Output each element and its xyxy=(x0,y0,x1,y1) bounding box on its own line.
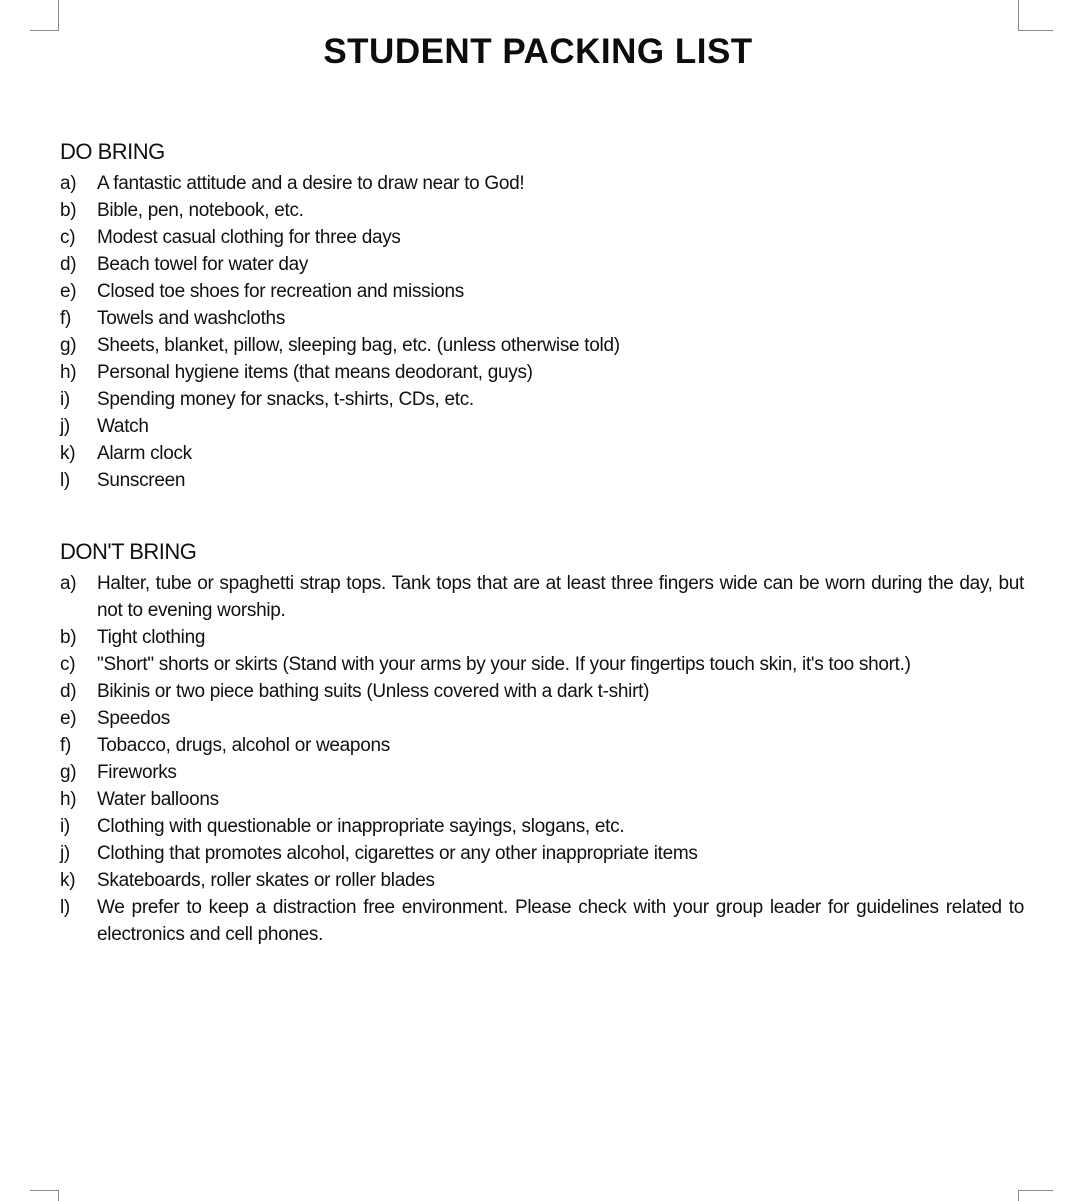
list-item-letter: f) xyxy=(60,735,72,756)
list-item-text: Bikinis or two piece bathing suits (Unless covered with a dark t-shirt) xyxy=(97,681,650,702)
list-item xyxy=(60,440,1024,467)
list-item-text: Personal hygiene items (that means deodorant, guys) xyxy=(97,362,533,383)
list-item-letter: k) xyxy=(60,443,76,464)
do-bring-list xyxy=(60,170,1024,494)
crop-mark-top-right xyxy=(1018,0,1053,31)
list-item-letter: a) xyxy=(60,573,77,594)
list-item-text: Skateboards, roller skates or roller blades xyxy=(97,870,435,891)
list-item-text: Beach towel for water day xyxy=(97,254,309,275)
list-item-letter: e) xyxy=(60,708,77,729)
list-item xyxy=(60,624,1024,651)
list-item xyxy=(60,786,1024,813)
list-item xyxy=(60,197,1024,224)
list-item-text: Bible, pen, notebook, etc. xyxy=(97,200,304,221)
list-item-letter: g) xyxy=(60,762,77,783)
list-item-text: Modest casual clothing for three days xyxy=(97,227,401,248)
list-item-text: Sunscreen xyxy=(97,470,186,491)
list-item xyxy=(60,705,1024,732)
list-item xyxy=(60,359,1024,386)
list-item-letter: c) xyxy=(60,227,76,248)
list-item-text: Fireworks xyxy=(97,762,177,783)
list-item-letter: i) xyxy=(60,389,70,410)
list-item-text: Tight clothing xyxy=(97,627,206,648)
do-bring-heading: DO BRING xyxy=(60,139,165,164)
list-item-text: Alarm clock xyxy=(97,443,192,464)
list-item-letter: e) xyxy=(60,281,77,302)
dont-bring-section xyxy=(60,538,1024,948)
list-item xyxy=(60,867,1024,894)
list-item-letter: d) xyxy=(60,254,77,275)
list-item-letter: d) xyxy=(60,681,77,702)
list-item-text: Clothing with questionable or inappropriate sayings, slogans, etc. xyxy=(97,816,625,837)
do-bring-section xyxy=(60,138,1024,494)
list-item-letter: g) xyxy=(60,335,77,356)
dont-bring-list xyxy=(60,570,1024,948)
list-item-letter: j) xyxy=(60,843,70,864)
list-item-letter: h) xyxy=(60,362,77,383)
list-item-text: Tobacco, drugs, alcohol or weapons xyxy=(97,735,390,756)
list-item-letter: b) xyxy=(60,627,77,648)
list-item-letter: a) xyxy=(60,173,77,194)
list-item-letter: j) xyxy=(60,416,70,437)
list-item xyxy=(60,251,1024,278)
list-item-letter: l) xyxy=(60,470,70,491)
list-item xyxy=(60,678,1024,705)
crop-mark-top-left xyxy=(30,0,59,31)
list-item-text: Clothing that promotes alcohol, cigarettes or any other inappropriate items xyxy=(97,843,698,864)
list-item-letter: i) xyxy=(60,816,70,837)
list-item-letter: c) xyxy=(60,654,76,675)
list-item-text: A fantastic attitude and a desire to draw near to God! xyxy=(97,173,525,194)
list-item-text: We prefer to keep a distraction free environment. Please check with your group leader for guidelines related to electronics and cell phones. xyxy=(97,897,1024,945)
list-item xyxy=(60,894,1024,948)
list-item-text: Water balloons xyxy=(97,789,219,810)
list-item-text: Sheets, blanket, pillow, sleeping bag, etc. (unless otherwise told) xyxy=(97,335,620,356)
list-item-letter: l) xyxy=(60,897,70,918)
list-item-text: Halter, tube or spaghetti strap tops. Tank tops that are at least three fingers wide can be worn during the day, but not to evening worship. xyxy=(97,573,1024,621)
list-item-letter: h) xyxy=(60,789,77,810)
list-item-text: Speedos xyxy=(97,708,170,729)
list-item xyxy=(60,170,1024,197)
dont-bring-heading: DON'T BRING xyxy=(60,539,197,564)
list-item-text: "Short" shorts or skirts (Stand with your arms by your side. If your fingertips touch skin, it's too short.) xyxy=(97,654,911,675)
list-item-text: Closed toe shoes for recreation and missions xyxy=(97,281,464,302)
list-item-letter: b) xyxy=(60,200,77,221)
list-item xyxy=(60,651,1024,678)
crop-mark-bottom-left xyxy=(30,1190,59,1201)
list-item xyxy=(60,413,1024,440)
list-item xyxy=(60,732,1024,759)
list-item xyxy=(60,467,1024,494)
document-title: STUDENT PACKING LIST xyxy=(323,32,753,71)
list-item xyxy=(60,386,1024,413)
list-item xyxy=(60,840,1024,867)
list-item xyxy=(60,224,1024,251)
list-item-letter: k) xyxy=(60,870,76,891)
crop-mark-bottom-right xyxy=(1018,1190,1053,1201)
list-item xyxy=(60,813,1024,840)
list-item-text: Towels and washcloths xyxy=(97,308,286,329)
list-item xyxy=(60,278,1024,305)
list-item xyxy=(60,305,1024,332)
list-item-text: Watch xyxy=(97,416,149,437)
list-item xyxy=(60,570,1024,624)
list-item xyxy=(60,759,1024,786)
list-item-letter: f) xyxy=(60,308,72,329)
list-item xyxy=(60,332,1024,359)
list-item-text: Spending money for snacks, t-shirts, CDs, etc. xyxy=(97,389,474,410)
